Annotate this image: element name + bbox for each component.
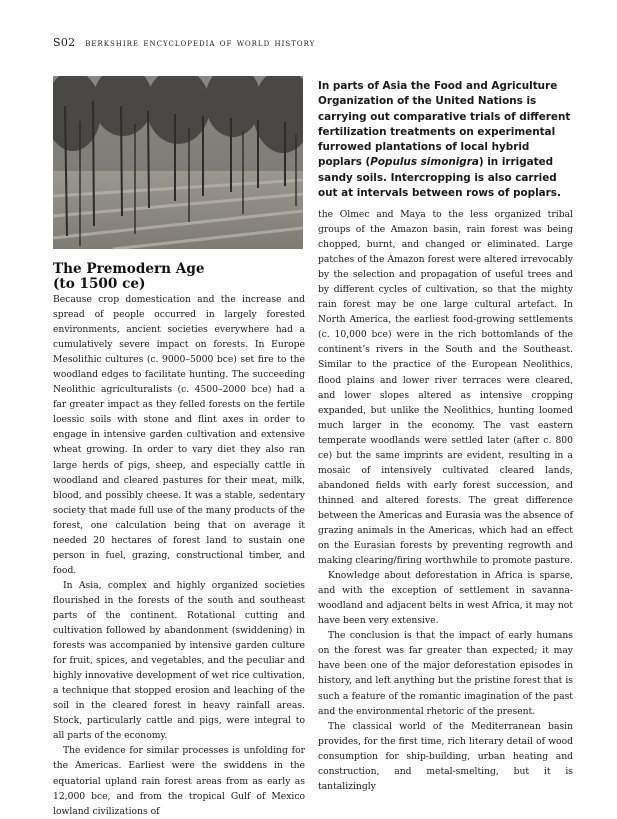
caption-species-name: Populus simonigra xyxy=(370,156,479,169)
page-number: S02 xyxy=(53,36,76,49)
left-column xyxy=(53,292,305,819)
caption-text-2: ) in irrigated sandy soils. Intercropping is also carried out at intervals between rows of poplars. xyxy=(318,156,561,200)
poplar-plantation-photo xyxy=(53,76,303,249)
caption-text-1: In parts of Asia the Food and Agriculture Organization of the United Nations is carrying out comparative trials of different fertilization treatments on experimental furrowed plantations of local hybrid poplars ( xyxy=(318,80,571,169)
photo-caption xyxy=(318,79,572,201)
running-title: berkshire encyclopedia of world history xyxy=(85,37,316,49)
paragraph: Knowledge about deforestation in Africa is sparse, and with the exception of settlement in savanna-woodland and adjacent belts in west Africa, it may not have been very extensive. xyxy=(318,570,573,627)
paragraph: In Asia, complex and highly organized societies flourished in the forests of the south and southeast parts of the continent. Rotational cutting and cultivation followed by abandonment (swiddening) in forests was accompanied by intensive garden culture for fruit, spices, and vegetables, and the peculiar and highly innovative development of wet rice cultivation, a technique that stopped erosion and leaching of the soil in the cleared forest in heavy rainfall areas. Stock, particularly cattle and pigs, were integral to all parts of the economy. xyxy=(53,579,305,742)
paragraph: Because crop domestication and the increase and spread of people occurred in largely forested environments, ancient societies everywhere had a cumulatively severe impact on forests. In Europe Mesolithic cultures (c. 9000–5000 bce) set fire to the woodland edges to facilitate hunting. The succeeding Neolithic agriculturalists (c. 4500–2000 bce) had a far greater impact as they felled forests on the fertile loessic soils with stone and flint axes in order to engage in intensive garden cultivation and extensive wheat growing. In order to vary diet they also ran large herds of pigs, sheep, and especially cattle in woodland and cleared pastures for their meat, milk, blood, and possibly cheese. It was a stable, sedentary society that made full use of the many products of the forest, one calculation being that on average it needed 20 hectares of forest land to sustain one person in fuel, grazing, constructional timber, and food. xyxy=(53,294,305,576)
paragraph: The classical world of the Mediterranean basin provides, for the first time, rich literary detail of wood consumption for ship-building, urban heating and construction, and metal-smelting, but it is tantalizingly xyxy=(318,720,573,792)
section-heading xyxy=(53,262,305,292)
paragraph: the Olmec and Maya to the less organized tribal groups of the Amazon basin, rain forest was being chopped, burnt, and changed or eliminated. Large patches of the Amazon forest were altered irrevocably by the selection and propagation of useful trees and by different cycles of cultivation, so that the mighty rain forest may be one large cultural artefact. In North America, the earliest food-growing settlements (c. 10,000 bce) were in the rich bottomlands of the continent’s rivers in the South and the Southeast. Similar to the practice of the European Neolithics, flood plains and lower river terraces were cleared, and lower slopes altered as intensive cropping expanded, but unlike the Neolithics, hunting loomed much larger in the economy. The vast eastern temperate woodlands were settled later (after c. 800 ce) but the same imprints are evident, resulting in a mosaic of intensively cultivated cleared lands, abandoned fields with early forest succession, and thinned and altered forests. The great difference between the Americas and Eurasia was the absence of grazing animals in the Americas, which had an effect on the Eurasian forests by preventing regrowth and making clearing/firing worthwhile to promote pasture. xyxy=(318,209,573,567)
paragraph: The evidence for similar processes is unfolding for the Americas. Earliest were the swiddens in the equatorial upland rain forest areas from as early as 12,000 bce, and from the tropical Gulf of Mexico lowland civilizations of xyxy=(53,745,305,817)
running-header xyxy=(53,36,315,49)
section-title-line2: (to 1500 ce) xyxy=(53,276,146,292)
paragraph: The conclusion is that the impact of early humans on the forest was far greater than expected; it may have been one of the major deforestation episodes in history, and left anything but the pristine forest that is such a feature of the romantic imagination of the past and the environmental rhetoric of the present. xyxy=(318,630,573,717)
section-title-line1: The Premodern Age xyxy=(53,261,205,277)
right-column xyxy=(318,207,573,794)
